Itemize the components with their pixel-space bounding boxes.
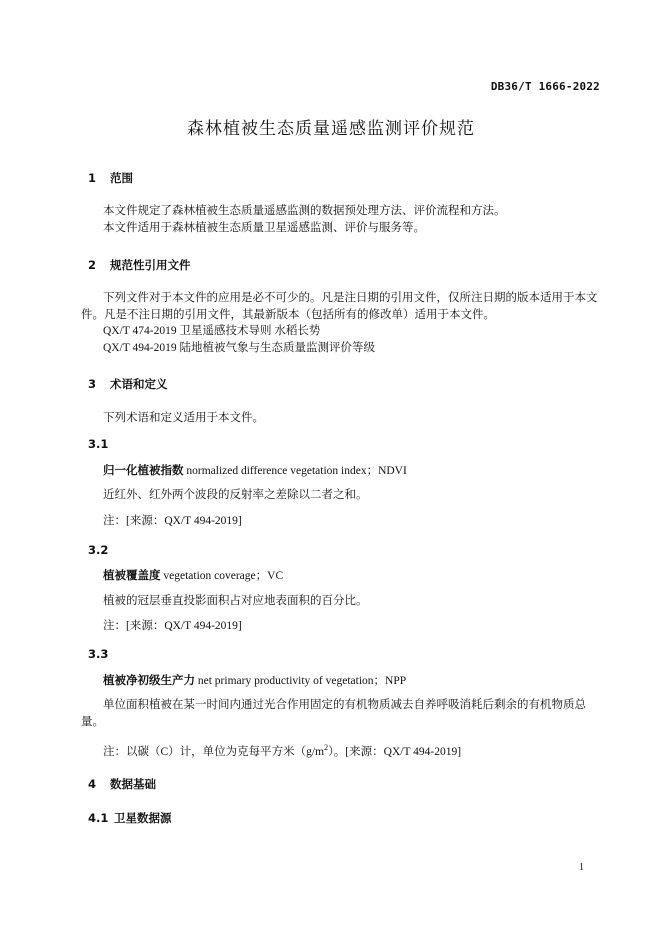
reference-item: QX/T 494-2019 陆地植被气象与生态质量监测评价等级 bbox=[103, 342, 375, 354]
section-title: 术语和定义 bbox=[110, 377, 168, 391]
term-number: 3.1 bbox=[88, 437, 109, 451]
term-definition: 近红外、红外两个波段的反射率之差除以二者之和。 bbox=[103, 489, 368, 501]
term-3-3 bbox=[103, 672, 406, 689]
standard-id: DB36/T 1666-2022 bbox=[490, 80, 600, 93]
paragraph: 本文件规定了森林植被生态质量遥感监测的数据预处理方法、评价流程和方法。 bbox=[103, 205, 506, 217]
term-english: normalized difference vegetation index；NDVI bbox=[183, 465, 407, 477]
term-number: 3.3 bbox=[88, 647, 109, 661]
term-note: 注：[来源：QX/T 494-2019] bbox=[103, 620, 242, 632]
note-text: ）。[来源：QX/T 494-2019] bbox=[328, 745, 462, 758]
term-note: 注：[来源：QX/T 494-2019] bbox=[103, 515, 242, 527]
term-3-3-number bbox=[88, 647, 108, 661]
section-2-heading bbox=[88, 257, 191, 273]
superscript: 2 bbox=[324, 743, 329, 752]
paragraph: 下列术语和定义适用于本文件。 bbox=[103, 412, 264, 424]
term-english: net primary productivity of vegetation；NPP bbox=[195, 675, 407, 687]
term-chinese: 植被覆盖度 bbox=[103, 568, 161, 582]
document-title: 森林植被生态质量遥感监测评价规范 bbox=[187, 119, 475, 139]
section-4-heading bbox=[88, 776, 156, 792]
section-1-heading bbox=[88, 170, 133, 186]
term-english: vegetation coverage；VC bbox=[160, 570, 284, 582]
section-title: 范围 bbox=[110, 171, 134, 185]
section-title: 规范性引用文件 bbox=[110, 258, 191, 272]
term-definition: 单位面积植被在某一时间内通过光合作用固定的有机物质减去自养呼吸消耗后剩余的有机物质总 bbox=[103, 699, 586, 711]
term-3-1-number bbox=[88, 437, 108, 451]
reference-item: QX/T 474-2019 卫星遥感技术导则 水稻长势 bbox=[103, 325, 321, 337]
paragraph: 件。凡是不注日期的引用文件，其最新版本（包括所有的修改单）适用于本文件。 bbox=[81, 309, 495, 321]
term-3-2-number bbox=[88, 543, 108, 557]
section-number: 4 bbox=[88, 777, 97, 791]
term-note bbox=[103, 740, 461, 760]
term-number: 3.2 bbox=[88, 543, 109, 557]
paragraph: 下列文件对于本文件的应用是必不可少的。凡是注日期的引用文件，仅所注日期的版本适用于本文 bbox=[103, 292, 598, 304]
paragraph: 本文件适用于森林植被生态质量卫星遥感监测、评价与服务等。 bbox=[103, 222, 425, 234]
term-chinese: 植被净初级生产力 bbox=[103, 673, 195, 687]
term-3-2 bbox=[103, 567, 283, 584]
subsection-4-1-heading bbox=[88, 810, 172, 826]
term-chinese: 归一化植被指数 bbox=[103, 463, 184, 477]
section-number: 3 bbox=[88, 377, 97, 391]
section-title: 卫星数据源 bbox=[114, 811, 172, 825]
section-number: 2 bbox=[88, 258, 97, 272]
section-number: 1 bbox=[88, 171, 97, 185]
page-number: 1 bbox=[579, 862, 584, 873]
term-definition: 量。 bbox=[81, 716, 104, 728]
note-text: 注：以碳（C）计，单位为克每平方米（g/m bbox=[103, 745, 325, 758]
term-definition: 植被的冠层垂直投影面积占对应地表面积的百分比。 bbox=[103, 595, 368, 607]
term-3-1 bbox=[103, 462, 407, 479]
section-title: 数据基础 bbox=[110, 777, 157, 791]
section-number: 4.1 bbox=[88, 811, 109, 825]
section-3-heading bbox=[88, 376, 168, 392]
